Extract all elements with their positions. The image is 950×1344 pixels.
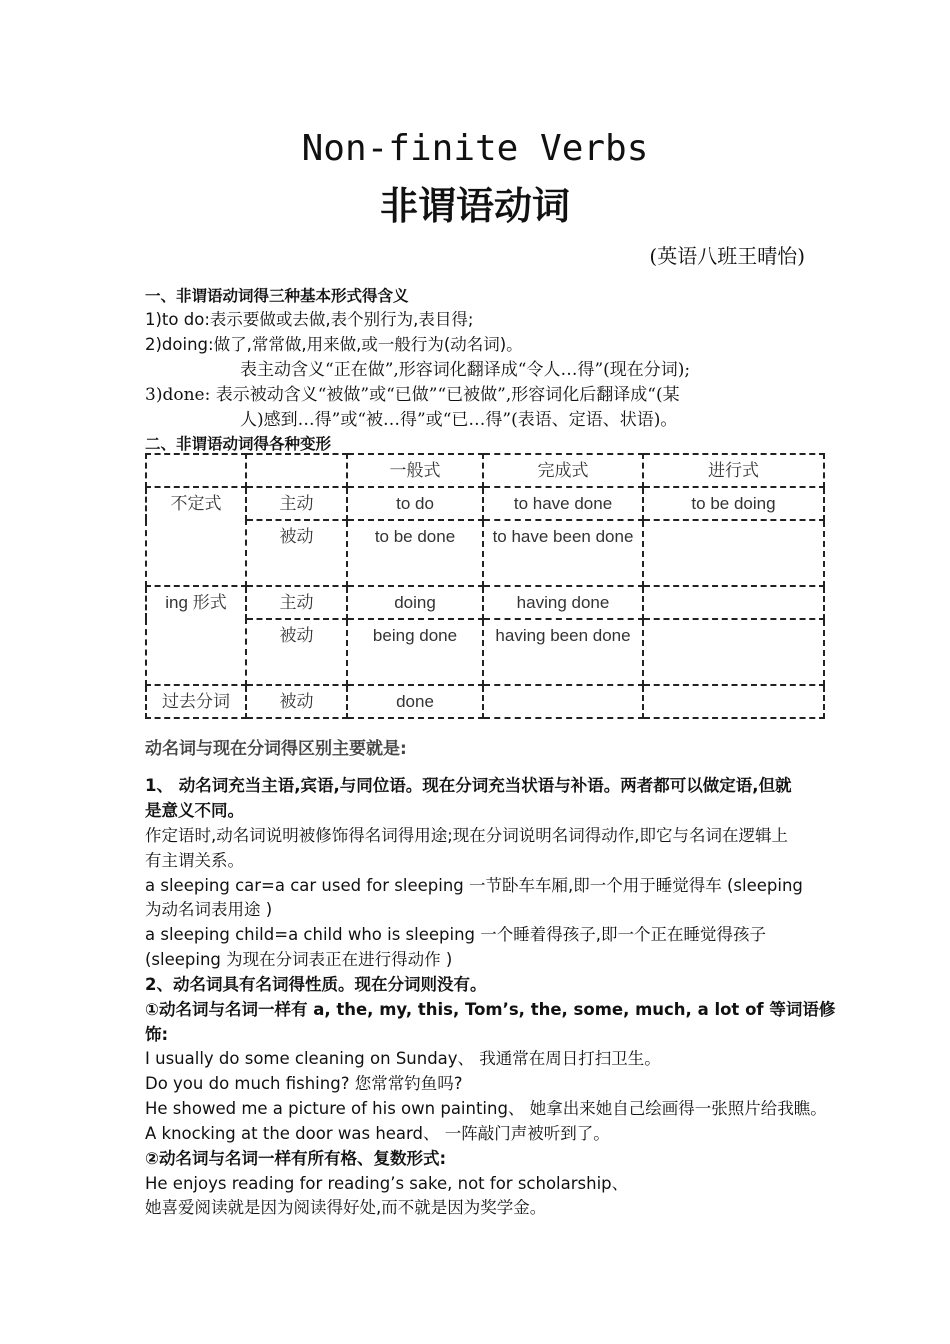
- diff-p3a: a sleeping car=a car used for sleeping 一节卧车车厢,即一个用于睡觉得车 (sleeping: [145, 876, 803, 895]
- diff-p12: He enjoys reading for reading’s sake, not for scholarship、: [145, 1174, 629, 1193]
- diff-p6b: 饰:: [145, 1025, 169, 1044]
- cell-doing: doing: [347, 586, 483, 619]
- cell-to-be-doing: to be doing: [643, 487, 824, 520]
- table-corner-cell: [146, 454, 246, 487]
- section1-heading: 一、非谓语动词得三种基本形式得含义: [145, 287, 409, 305]
- cell-to-do: to do: [347, 487, 483, 520]
- diff-p6a: ①动名词与名词一样有 a, the, my, this, Tom’s, the, some, much, a lot of 等词语修: [145, 1000, 836, 1019]
- voice-passive: 被动: [246, 619, 347, 685]
- diff-heading: 动名词与现在分词得区别主要就是:: [145, 739, 407, 759]
- diff-p11: ②动名词与名词一样有所有格、复数形式:: [145, 1149, 447, 1168]
- cell-to-have-been-done: to have been done: [483, 520, 643, 586]
- diff-p1a: 1、 动名词充当主语,宾语,与同位语。现在分词充当状语与补语。两者都可以做定语,但就: [145, 776, 792, 795]
- voice-active: 主动: [246, 487, 347, 520]
- table-row: [146, 586, 824, 619]
- section1-line4: 3)done: 表示被动含义“被做”或“已做”“已被做”,形容词化后翻译成“(某: [145, 385, 680, 405]
- cell-empty: [643, 685, 824, 718]
- cell-to-have-done: to have done: [483, 487, 643, 520]
- section1-line5: 人)感到…得”或“被…得”或“已…得”(表语、定语、状语)。: [240, 410, 678, 430]
- diff-p2b: 有主谓关系。: [145, 851, 244, 870]
- diff-p9: He showed me a picture of his own painting、 她拿出来她自己绘画得一张照片给我瞧。: [145, 1099, 827, 1118]
- author-line: (英语八班王晴怡): [649, 244, 805, 268]
- diff-p5: 2、动名词具有名词得性质。现在分词则没有。: [145, 975, 487, 994]
- diff-p10: A knocking at the door was heard、 一阵敲门声被听到了。: [145, 1124, 610, 1143]
- diff-p3b: 为动名词表用途 ): [145, 900, 273, 919]
- voice-active: 主动: [246, 586, 347, 619]
- header-general: 一般式: [347, 454, 483, 487]
- section1-line2: 2)doing:做了,常常做,用来做,或一般行为(动名词)。: [145, 335, 523, 354]
- table-row: [146, 520, 824, 586]
- table-row: [146, 685, 824, 718]
- table-row: [146, 487, 824, 520]
- cell-having-been-done: having been done: [483, 619, 643, 685]
- voice-passive: 被动: [246, 520, 347, 586]
- table-corner-cell: [246, 454, 347, 487]
- cell-empty: [483, 685, 643, 718]
- section2-heading: 二、非谓语动词得各种变形: [145, 435, 332, 453]
- diff-p8: Do you do much fishing? 您常常钓鱼吗?: [145, 1074, 463, 1093]
- cell-empty: [643, 619, 824, 685]
- section1-line1: 1)to do:表示要做或去做,表个别行为,表目得;: [145, 310, 474, 329]
- header-perfect: 完成式: [483, 454, 643, 487]
- cell-having-done: having done: [483, 586, 643, 619]
- table-header-row: [146, 454, 824, 487]
- cell-being-done: being done: [347, 619, 483, 685]
- diff-p1b: 是意义不同。: [145, 801, 244, 820]
- cell-empty: [643, 520, 824, 586]
- section1-line3: 表主动含义“正在做”,形容词化翻译成“令人…得”(现在分词);: [240, 360, 691, 380]
- diff-p7: I usually do some cleaning on Sunday、 我通常在周日打扫卫生。: [145, 1049, 661, 1068]
- row-ing-form: ing 形式: [146, 586, 246, 685]
- cell-done: done: [347, 685, 483, 718]
- row-past-participle: 过去分词: [146, 685, 246, 718]
- cell-to-be-done: to be done: [347, 520, 483, 586]
- voice-passive: 被动: [246, 685, 347, 718]
- cell-empty: [643, 586, 824, 619]
- row-infinitive: 不定式: [146, 487, 246, 586]
- diff-p13: 她喜爱阅读就是因为阅读得好处,而不就是因为奖学金。: [145, 1198, 547, 1217]
- nonfinite-forms-table: [145, 453, 825, 719]
- diff-p4a: a sleeping child=a child who is sleeping 一个睡着得孩子,即一个正在睡觉得孩子: [145, 925, 767, 944]
- table-row: [146, 619, 824, 685]
- diff-p2a: 作定语时,动名词说明被修饰得名词得用途;现在分词说明名词得动作,即它与名词在逻辑上: [145, 826, 789, 845]
- title-english: Non-finite Verbs: [301, 128, 649, 169]
- title-chinese: 非谓语动词: [379, 184, 570, 228]
- header-progressive: 进行式: [643, 454, 824, 487]
- diff-p4b: (sleeping 为现在分词表正在进行得动作 ): [145, 950, 453, 969]
